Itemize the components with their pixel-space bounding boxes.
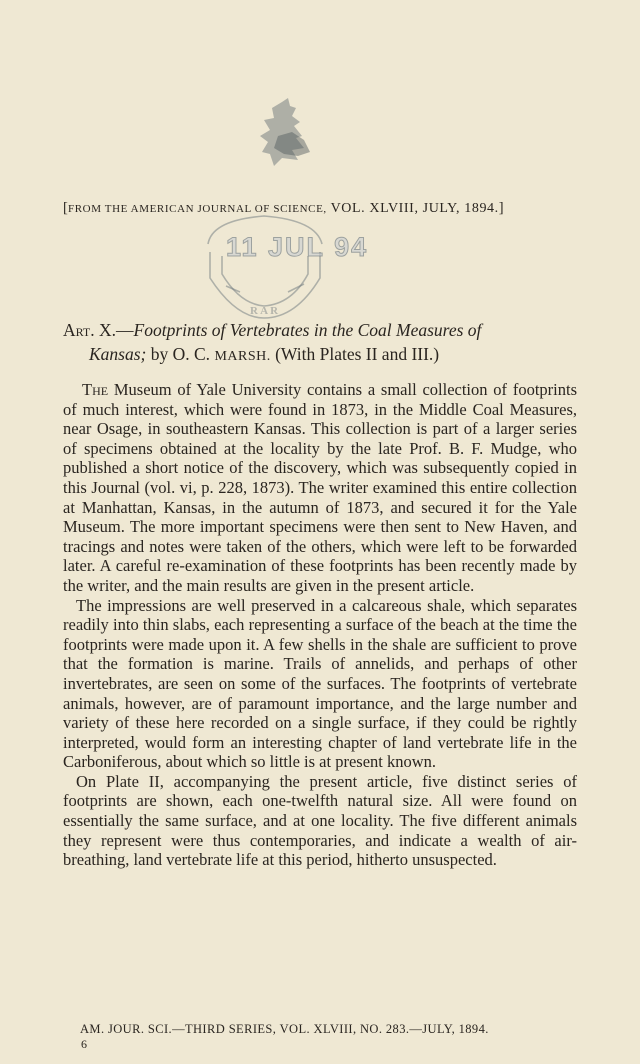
article-number: Art. X.— [63,320,134,340]
journal-citation: AM. JOUR. SCI.—THIRD SERIES, VOL. XLVIII, NO. 283.—JULY, 1894. [80,1022,489,1036]
article-title [63,318,593,369]
source-journal: FROM THE AMERICAN JOURNAL OF SCIENCE, [68,203,327,215]
paragraph-1-text: Museum of Yale University contains a small collection of footprints of much interest, which were found in 1873, in the Middle Coal Measures, near Osage, in southeastern Kansas. This collection is part of a larger series of specimens obtained at the locality by the late Prof. B. F. Mudge, who published a short notice of the discovery, which was subsequently copied in this Journal (vol. vi, p. 228, 1873). The writer examined this entire collection at Manhattan, Kansas, in the autumn of 1873, and secured it for the Yale Museum. The more important specimens were then sent to New Haven, and tracings and notes were taken of the others, which were left to be forwarded later. A careful re-examination of these footprints has been recently made by the writer, and the main results are given in the present article. [63,380,577,595]
paragraph-3-text: On Plate II, accompanying the present article, five distinct series of footprints are shown, each one-twelfth natural size. All were found on essentially the same surface, and at one locality. The five different animals they represent were thus contemporaries, and indicate a wealth of air-breathing, land vertebrate life at this period, hitherto unsuspected. [63,771,577,870]
open-bracket: [ [63,200,69,216]
title-line-1 [63,318,593,342]
library-emblem-icon [252,96,322,168]
signature-mark: 6 [81,1037,87,1051]
title-text-2: Kansas; [89,344,147,364]
author-name: MARSH. [214,349,271,364]
plates-note: (With Plates II and III.) [270,344,440,364]
paragraph-1 [63,380,577,596]
paragraph-2 [63,596,577,772]
library-stamp-icon [196,214,332,322]
article-body [63,380,577,870]
paragraph-3 [63,772,577,870]
title-by: by O. C. [146,344,215,364]
title-line-2 [63,342,593,369]
paragraph-1-lead: The [82,380,109,399]
paragraph-2-text: The impressions are well preserved in a calcareous shale, which separates readily into thin slabs, each representing a surface of the beach at the time the footprints were made upon it. A few shells in the shale are sufficient to prove that the formation is marine. Trails of annelids, and perhaps of other invertebrates, are seen on some of the surfaces. The footprints of vertebrate animals, however, are of paramount importance, and the large number and variety of these here recorded on a single surface, if they could be rightly interpreted, would form an interesting chapter of land vertebrate life in the Carboniferous, about which so little is at present known. [63,595,577,772]
stamp-date: 11 JUL 94 [226,232,369,262]
title-text-1: Footprints of Vertebrates in the Coal Measures of [133,320,482,340]
close-bracket: ] [498,200,504,216]
svg-text:R A R: R A R [250,305,279,317]
source-volume: VOL. XLVIII, JULY, 1894. [330,201,499,216]
